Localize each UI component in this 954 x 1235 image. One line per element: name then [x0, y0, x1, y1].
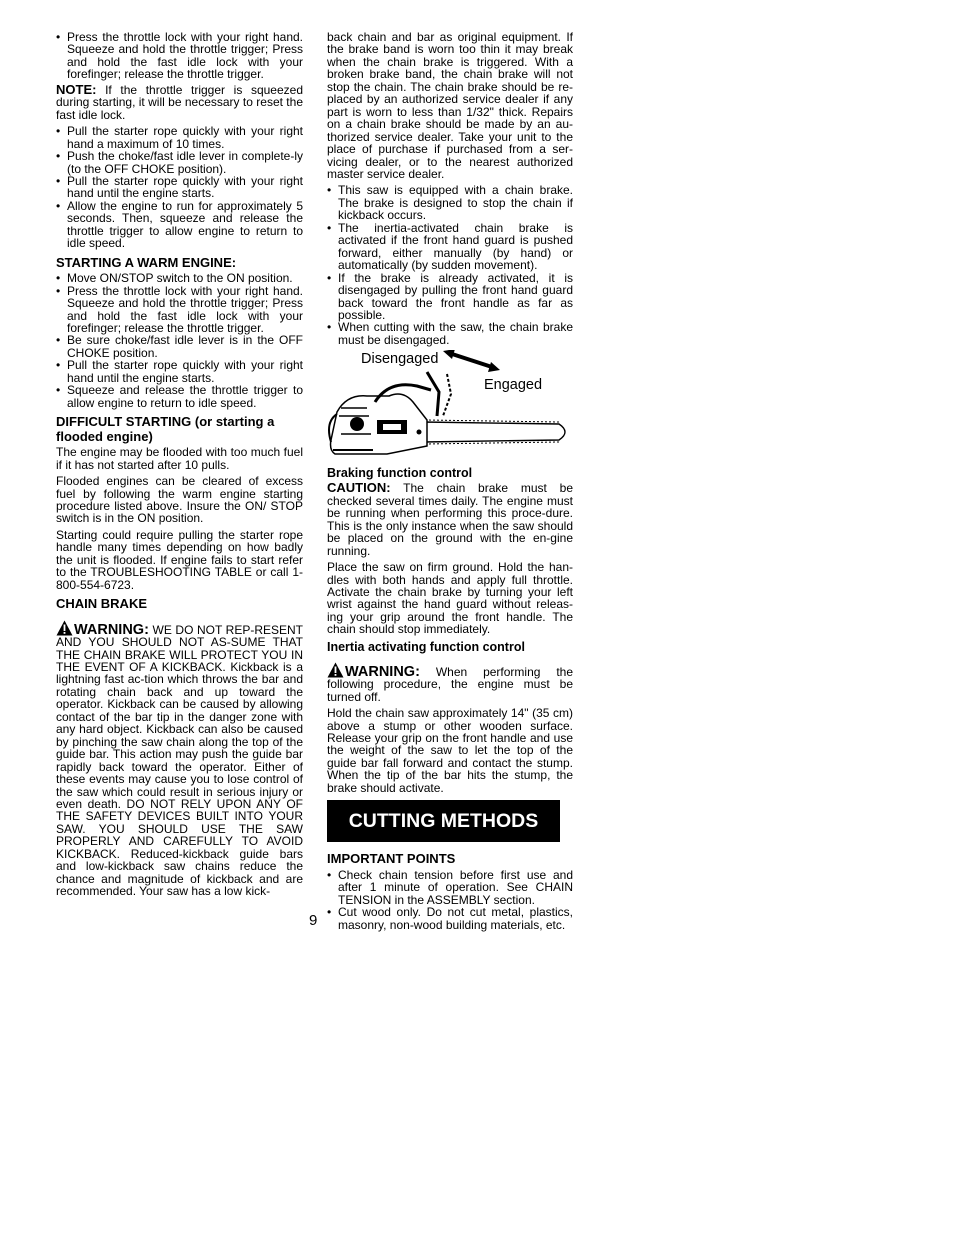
note-label: NOTE: [56, 81, 97, 97]
note-paragraph [56, 81, 303, 122]
caution-text: The chain brake must be checked several times daily. The engine must be running when performing this proce-dure. This is the only instance when the saw should be placed on the ground with the en-gine running. [327, 481, 573, 558]
inertia-function-heading: Inertia activating function control [327, 639, 525, 654]
paragraph: back chain and bar as original equipment. If the brake band is worn too thin it may break when the chain brake is triggered. With a broken brake band, the chain brake will not stop the chain. The chain brake should be re-placed by an authorized service dealer if any part is worn to less than 1/32" thick. Repairs on a chain brake should be made by an au-thorized service dealer. Take your unit to the place of purchase if purchased from a ser-vicing dealer, or to the nearest authorized master service dealer. [327, 30, 573, 181]
caution-paragraph [327, 482, 573, 557]
warm-engine-heading: STARTING A WARM ENGINE: [56, 254, 237, 270]
list-item: • When cutting with the saw, the chain brake must be disengaged. [327, 321, 573, 346]
braking-function-heading: Braking function control [327, 466, 473, 481]
cold-start-steps-top [56, 31, 303, 81]
double-arrow-icon [443, 350, 500, 372]
list-item: • Press the throttle lock with your right hand. Squeeze and hold the throttle trigger; Press and hold the fast idle lock with your forefinger; release the throttle trigger. [56, 285, 303, 335]
warning-triangle-icon [56, 620, 73, 636]
page-number: 9 [309, 912, 318, 929]
paragraph: Flooded engines can be cleared of excess fuel by following the warm engine starting procedure listed above. Insure the ON/ STOP switch is in the ON position. [56, 474, 303, 526]
paragraph: Hold the chain saw approximately 14" (35 cm) above a stump or other wooden surface. Release your grip on the front handle and use the weight of the saw to let the top of the guide bar fall forward and contact the stump. When the tip of the bar hits the stump, the brake should activate. [327, 706, 573, 795]
list-item: • Check chain tension before first use and after 1 minute of operation. See CHAIN TENSION in the ASSEMBLY section. [327, 869, 573, 906]
list-item: • If the brake is already activated, it is disengaged by pulling the front hand guard back toward the front handle as far as possible. [327, 272, 573, 322]
caution-label: CAUTION: [327, 480, 391, 496]
disengaged-label: Disengaged [361, 351, 439, 368]
chain-brake-figure [327, 350, 573, 460]
list-item: • Pull the starter rope quickly with your right hand a maximum of 10 times. [56, 125, 303, 150]
chain-brake-heading: CHAIN BRAKE [56, 596, 147, 612]
warning-text: WE DO NOT REP-RESENT AND YOU SHOULD NOT AS-SUME THAT THE CHAIN BRAKE WILL PROTECT YOU IN THE EVENT OF A KICKBACK. Kickback is a lightning fast ac-tion which throws the bar and rotating chain back and up toward the operator. Kickback can be caused by allowing contact of the bar tip in the danger zone with any hard object. Kickback can also be caused by pinching the saw chain along the top of the guide bar. This action may push the guide bar rapidly back toward the operator. Either of these events may cause you to lose control of the saw which could result in serious injury or even death. DO NOT RELY UPON ANY OF THE SAFETY DEVICES BUILT INTO YOUR SAW. YOU SHOULD USE THE SAW PROPERLY AND CAREFULLY TO AVOID KICKBACK. Reduced-kickback guide bars and low-kickback saw chains reduce the chance and magnitude of kickback and are recommended. Your saw has a low kick- [56, 622, 303, 899]
left-column [56, 31, 303, 902]
list-item: • Push the choke/fast idle lever in complete-ly (to the OFF CHOKE position). [56, 150, 303, 175]
list-item: • Be sure choke/fast idle lever is in the OFF CHOKE position. [56, 334, 303, 359]
important-points-heading: IMPORTANT POINTS [327, 851, 456, 867]
engaged-label: Engaged [484, 377, 543, 394]
warning-label: WARNING: [345, 663, 420, 680]
paragraph: Place the saw on firm ground. Hold the han-dles with both hands and apply full throttle. Activate the chain brake by turning your left wrist against the hand guard without releas-ing your grip around the front handle. The chain should stop immediately. [327, 560, 573, 637]
warning-paragraph [56, 620, 303, 898]
list-item: • Pull the starter rope quickly with your right hand until the engine starts. [56, 359, 303, 384]
important-points-list [327, 869, 573, 931]
list-item: • This saw is equipped with a chain brake. The brake is designed to stop the chain if kickback occurs. [327, 184, 573, 221]
warning-label: WARNING: [74, 621, 149, 638]
list-item: • Pull the starter rope quickly with your right hand until the engine starts. [56, 175, 303, 200]
list-item: • Squeeze and release the throttle trigger to allow engine to return to idle speed. [56, 384, 303, 409]
difficult-starting-heading: DIFFICULT STARTING (or starting a flooded engine) [56, 414, 275, 444]
paragraph: The engine may be flooded with too much fuel if it has not started after 10 pulls. [56, 445, 303, 472]
list-item: • Allow the engine to run for approximately 5 seconds. Then, squeeze and release the throttle trigger to allow engine to return to idle speed. [56, 200, 303, 250]
chainsaw-illustration [327, 350, 573, 460]
list-item: • Move ON/STOP switch to the ON position. [56, 272, 303, 284]
list-item: • The inertia-activated chain brake is activated if the front hand guard is pushed forward, either manually (by hand) or automatically (by sudden movement). [327, 222, 573, 272]
list-item: • Press the throttle lock with your right hand. Squeeze and hold the throttle trigger; Press and hold the fast idle lock with your forefinger; release the throttle trigger. [56, 31, 303, 81]
warning-paragraph [327, 662, 573, 703]
warning-triangle-icon [327, 662, 344, 678]
chain-brake-points [327, 184, 573, 346]
warm-engine-steps [56, 272, 303, 409]
warning-text: When performing the following procedure, the engine must be turned off. [327, 664, 573, 704]
right-column [327, 31, 573, 934]
list-item: • Cut wood only. Do not cut metal, plastics, masonry, non-wood building materials, etc. [327, 906, 573, 931]
cold-start-steps [56, 125, 303, 250]
paragraph: Starting could require pulling the starter rope handle many times depending on how badly the unit is flooded. If engine fails to start refer to the TROUBLESHOOTING TABLE or call 1-800-554-6723. [56, 527, 303, 592]
note-text: If the throttle trigger is squeezed during starting, it will be necessary to reset the fast idle lock. [56, 82, 303, 122]
cutting-methods-banner: CUTTING METHODS [327, 800, 560, 842]
